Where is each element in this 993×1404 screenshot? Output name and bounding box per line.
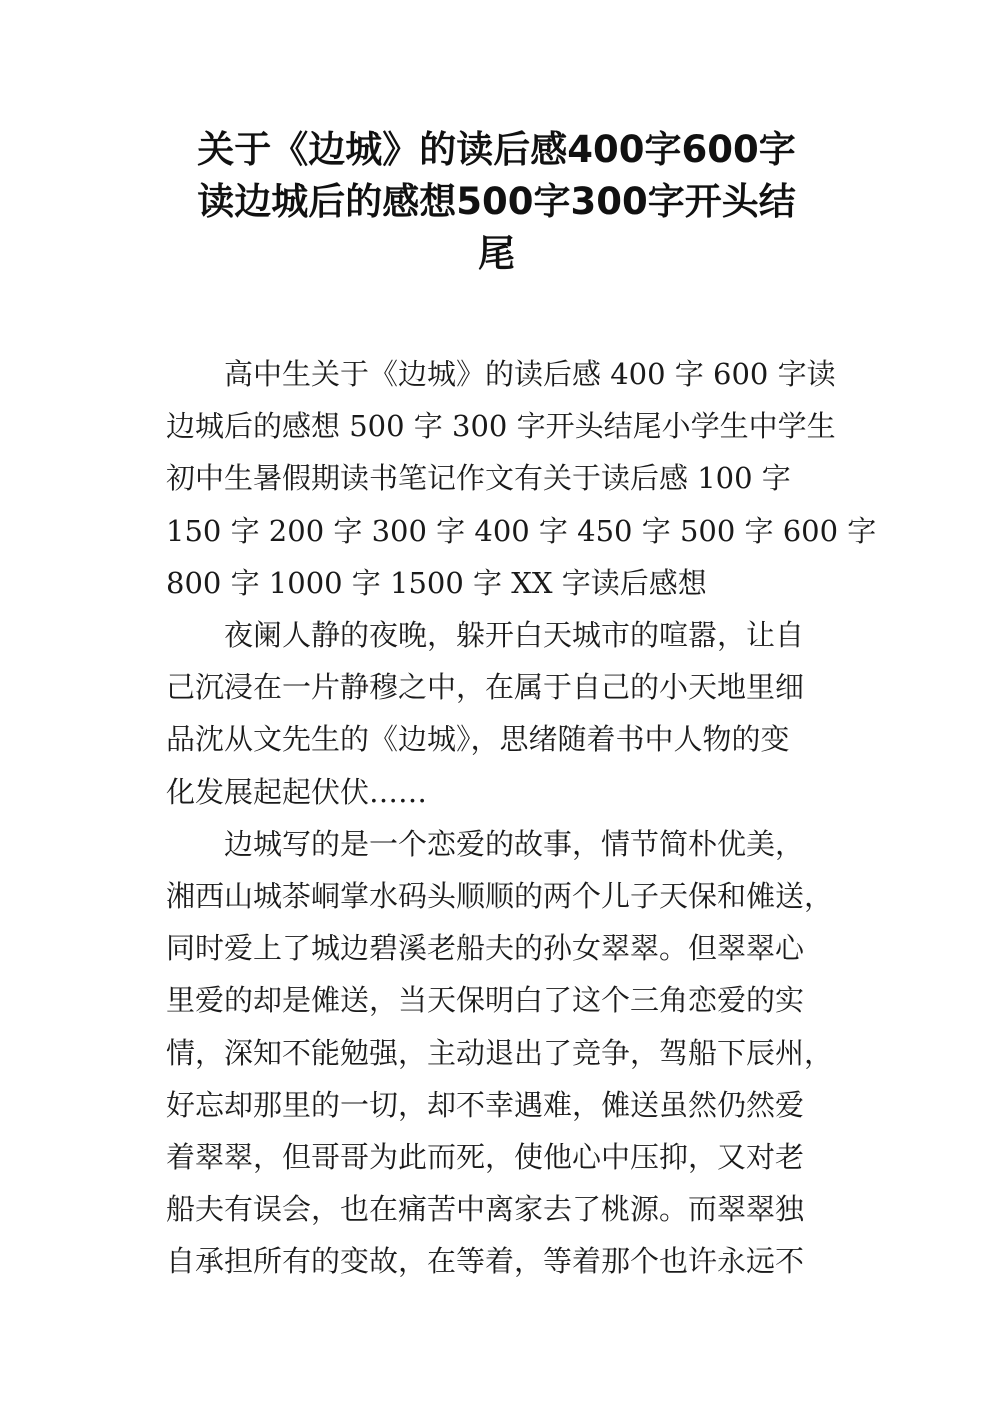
text-line: 同时爱上了城边碧溪老船夫的孙女翠翠。但翠翠心	[166, 931, 805, 966]
text-line: 里爱的却是傩送，当天保明白了这个三角恋爱的实	[166, 983, 805, 1018]
text-line: 好忘却那里的一切，却不幸遇难，傩送虽然仍然爱	[166, 1087, 805, 1122]
text-line: 船夫有误会，也在痛苦中离家去了桃源。而翠翠独	[166, 1192, 805, 1227]
title-line: 关于《边城》的读后感400字600字	[197, 128, 796, 171]
text-line: 湘西山城茶峒掌水码头顺顺的两个儿子天保和傩送，	[166, 879, 834, 914]
text-line: 高中生关于《边城》的读后感 400 字 600 字读	[224, 357, 836, 391]
paragraph	[166, 818, 838, 1288]
document-body	[166, 348, 877, 1288]
title-line: 尾	[478, 232, 515, 275]
text-line: 边城写的是一个恋爱的故事，情节简朴优美，	[224, 826, 805, 861]
text-line: 品沈从文先生的《边城》，思绪随着书中人物的变	[166, 722, 790, 757]
text-line: 初中生暑假期读书笔记作文有关于读后感 100 字	[166, 461, 791, 496]
document-title	[160, 124, 833, 280]
text-line: 边城后的感想 500 字 300 字开头结尾小学生中学生	[166, 409, 836, 444]
text-line: 情，深知不能勉强，主动退出了竞争，驾船下辰州，	[166, 1035, 834, 1070]
text-line: 化发展起起伏伏……	[166, 774, 428, 809]
text-line: 夜阑人静的夜晚，躲开白天城市的喧嚣，让自	[224, 618, 805, 653]
text-line: 着翠翠，但哥哥为此而死，使他心中压抑，又对老	[166, 1140, 805, 1175]
title-line: 读边城后的感想500字300字开头结	[197, 180, 796, 223]
text-line: 自承担所有的变故，在等着，等着那个也许永远不	[166, 1244, 805, 1279]
text-line: 800 字 1000 字 1500 字 XX 字读后感想	[166, 565, 707, 600]
text-line: 己沉浸在一片静穆之中，在属于自己的小天地里细	[166, 670, 805, 705]
paragraph	[166, 609, 838, 818]
text-line: 150 字 200 字 300 字 400 字 450 字 500 字 600 字	[166, 513, 877, 548]
paragraph	[166, 348, 877, 609]
